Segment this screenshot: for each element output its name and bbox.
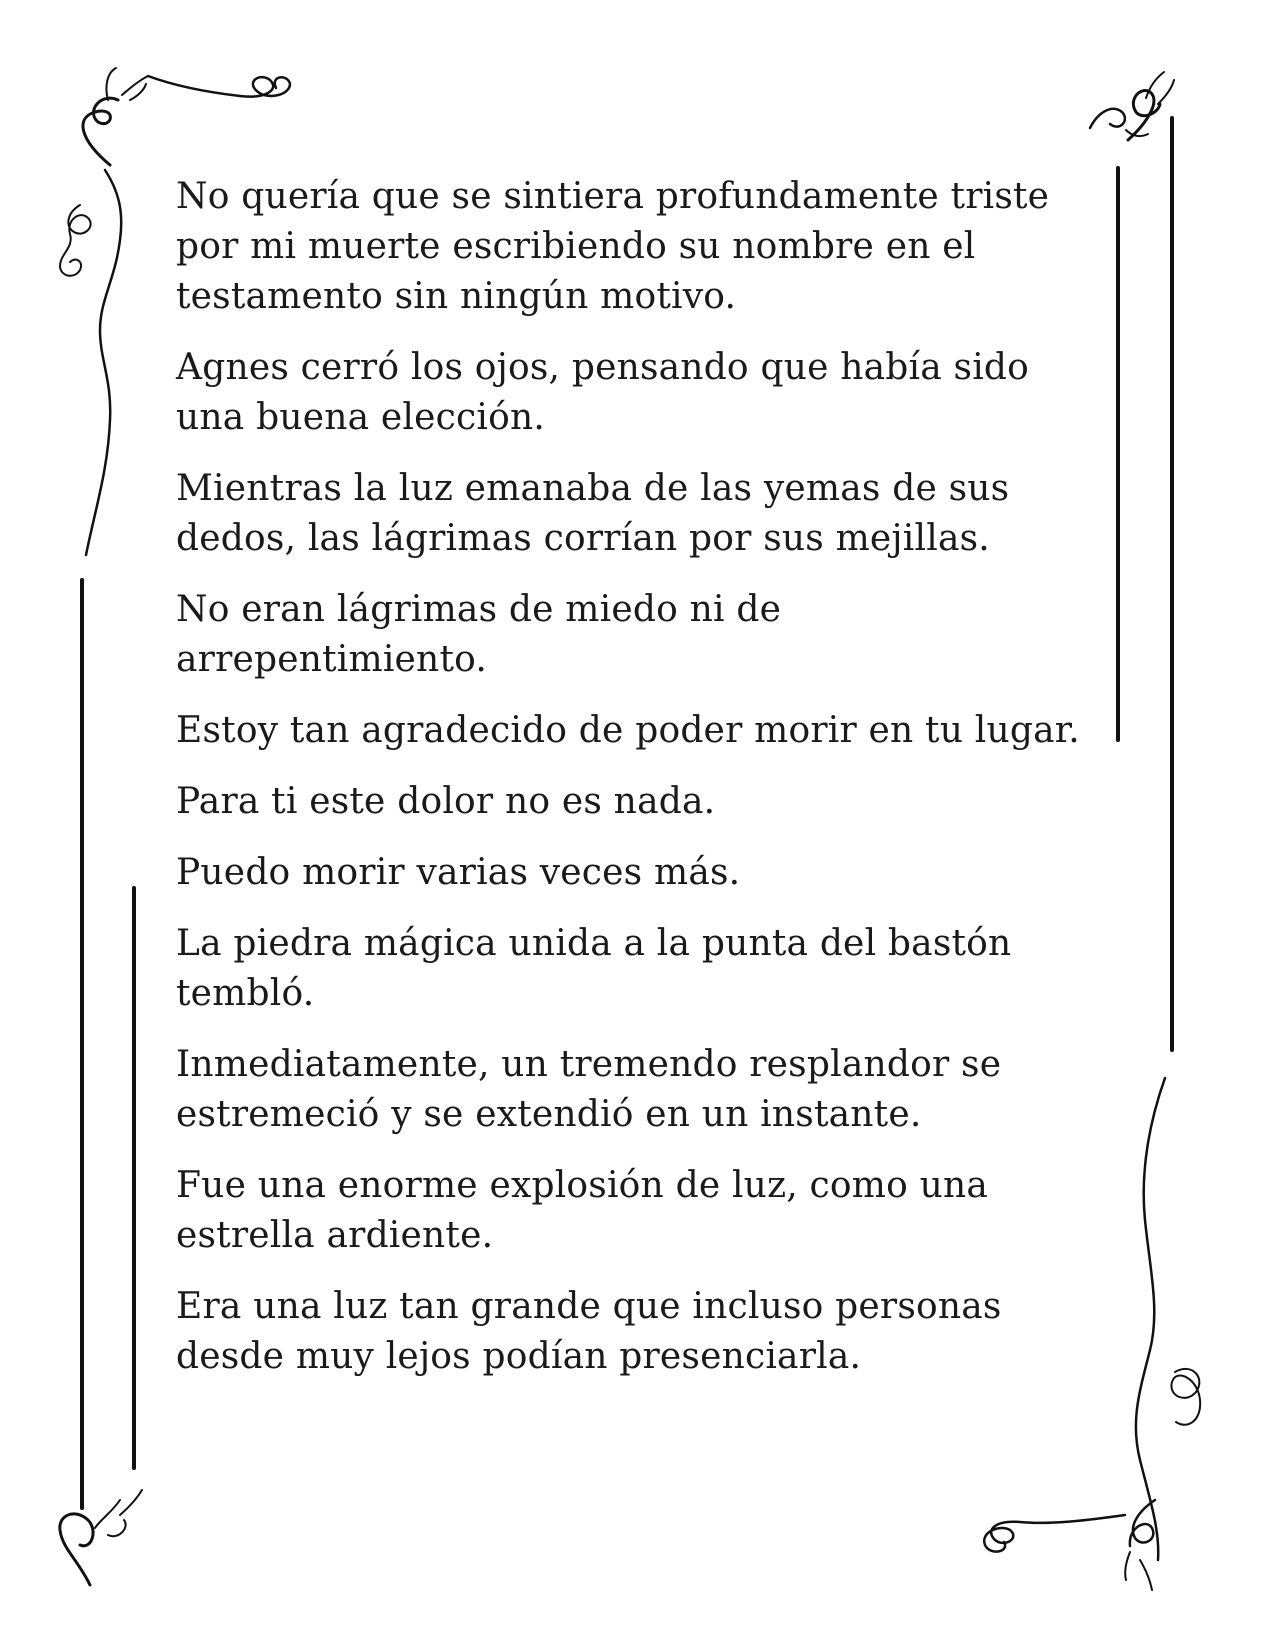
paragraph: Para ti este dolor no es nada. [176,781,716,822]
paragraph: Estoy tan agradecido de poder morir en tu lugar. [176,710,1080,751]
bottom-left-flourish [60,1490,142,1585]
paragraph: La piedra mágica unida a la punta del bastón tembló. [176,923,1012,1014]
paragraph: Puedo morir varias veces más. [176,852,741,893]
paragraph: Agnes cerró los ojos, pensando que había sido una buena elección. [176,347,1030,438]
paragraph: No quería que se sintiera profundamente triste por mi muerte escribiendo su nombre en el testamento sin ningún motivo. [176,176,1050,317]
page-text [176,172,1096,1403]
top-right-flourish [1090,72,1174,140]
paragraph: Inmediatamente, un tremendo resplandor se estremeció y se extendió en un instante. [176,1044,1002,1135]
paragraph: Fue una enorme explosión de luz, como una estrella ardiente. [176,1165,989,1256]
paragraph: Era una luz tan grande que incluso personas desde muy lejos podían presenciarla. [176,1286,1002,1377]
paragraph: No eran lágrimas de miedo ni de arrepentimiento. [176,589,782,680]
paragraph: Mientras la luz emanaba de las yemas de sus dedos, las lágrimas corrían por sus mejillas. [176,468,1010,559]
